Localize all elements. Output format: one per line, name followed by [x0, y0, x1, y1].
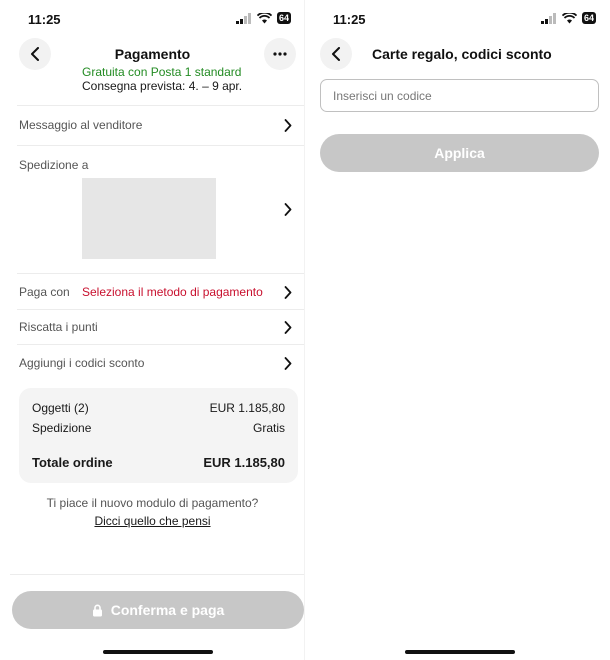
wifi-icon — [257, 13, 272, 24]
shipping-address-redacted — [82, 178, 216, 259]
items-line — [32, 401, 285, 415]
status-time: 11:25 — [333, 12, 366, 27]
redeem-points-label: Riscatta i punti — [19, 320, 98, 334]
total-label: Totale ordine — [32, 455, 113, 470]
chevron-right-icon — [284, 321, 292, 334]
battery-icon: 64 — [278, 13, 289, 23]
discount-code-input[interactable] — [320, 79, 599, 112]
home-indicator[interactable] — [103, 650, 213, 654]
status-icons — [236, 12, 291, 24]
header — [0, 38, 305, 72]
chevron-right-icon — [284, 119, 292, 132]
header — [305, 38, 610, 72]
status-time: 11:25 — [28, 12, 61, 27]
chevron-right-icon[interactable] — [284, 203, 292, 221]
back-button[interactable] — [320, 38, 352, 70]
divider — [10, 574, 305, 575]
total-value: EUR 1.185,80 — [203, 455, 285, 470]
signal-icon — [236, 13, 252, 24]
lock-icon — [92, 604, 103, 617]
more-dots-icon — [273, 52, 287, 56]
order-summary — [19, 388, 298, 483]
divider — [17, 145, 305, 146]
shipping-method: Gratuita con Posta 1 standard — [82, 65, 242, 79]
pay-with-row[interactable] — [19, 277, 292, 307]
divider — [17, 105, 305, 106]
wifi-icon — [562, 13, 577, 24]
ship-to-label: Spedizione a — [19, 158, 89, 172]
pay-with-label: Paga con — [19, 285, 70, 299]
items-label: Oggetti (2) — [32, 401, 89, 415]
coupon-screen — [305, 0, 610, 660]
confirm-and-pay-label: Conferma e paga — [110, 602, 225, 618]
home-indicator[interactable] — [405, 650, 515, 654]
total-line — [32, 455, 285, 470]
redeem-points-row[interactable] — [19, 312, 292, 342]
back-arrow-icon — [331, 47, 341, 61]
more-options-button[interactable] — [264, 38, 296, 70]
message-seller-row[interactable] — [19, 110, 292, 140]
shipping-line — [32, 421, 285, 435]
divider — [17, 273, 305, 274]
items-value: EUR 1.185,80 — [209, 401, 285, 415]
confirm-and-pay-button[interactable] — [12, 591, 304, 629]
pay-with-value: Seleziona il metodo di pagamento — [82, 285, 263, 299]
add-discount-codes-label: Aggiungi i codici sconto — [19, 356, 145, 370]
status-icons — [541, 12, 596, 24]
apply-button[interactable]: Applica — [320, 134, 599, 172]
status-bar — [305, 0, 610, 38]
shipping-value: Gratis — [252, 421, 285, 435]
signal-icon — [541, 13, 557, 24]
chevron-right-icon — [284, 286, 292, 299]
divider — [17, 309, 305, 310]
battery-icon: 64 — [583, 13, 594, 23]
divider — [17, 344, 305, 345]
message-seller-label: Messaggio al venditore — [19, 118, 143, 132]
page-title: Pagamento — [114, 46, 191, 62]
page-title: Carte regalo, codici sconto — [372, 46, 552, 62]
feedback-question: Ti piace il nuovo modulo di pagamento? — [46, 496, 259, 510]
shipping-label: Spedizione — [32, 421, 92, 435]
status-bar — [0, 0, 305, 38]
add-discount-codes-row[interactable] — [19, 348, 292, 378]
chevron-right-icon — [284, 357, 292, 370]
delivery-estimate: Consegna prevista: 4. – 9 apr. — [82, 79, 243, 93]
feedback-link[interactable]: Dicci quello che pensi — [94, 514, 211, 528]
